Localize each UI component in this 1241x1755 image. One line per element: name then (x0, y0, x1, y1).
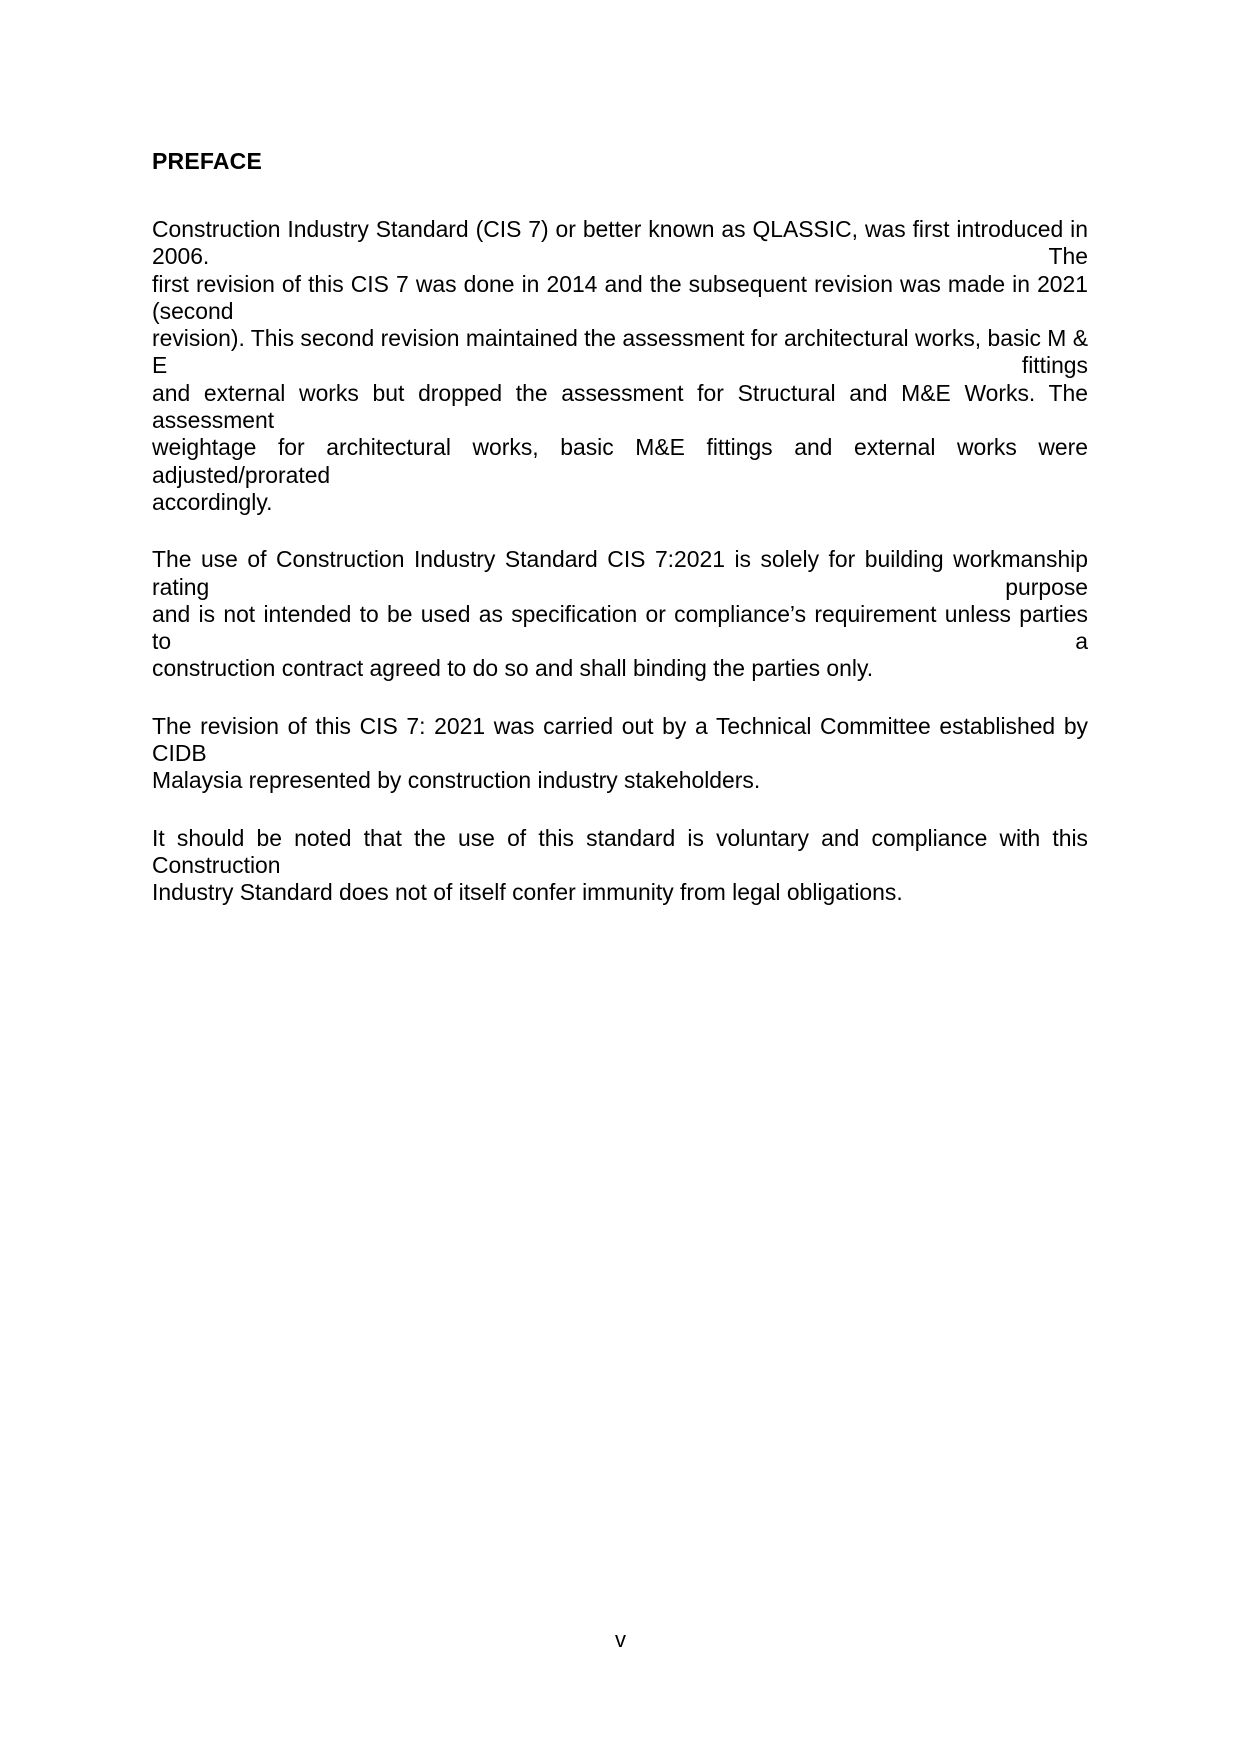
text-line: construction contract agreed to do so and shall binding the parties only. (152, 655, 874, 682)
preface-paragraph-2 (152, 546, 1088, 682)
preface-paragraph-4 (152, 825, 1088, 907)
text-line: The use of Construction Industry Standard CIS 7:2021 is solely for building workmanship rating purpose (152, 546, 1088, 600)
text-line: Industry Standard does not of itself confer immunity from legal obligations. (152, 879, 903, 906)
text-line: and external works but dropped the assessment for Structural and M&E Works. The assessment (152, 379, 1088, 434)
text-line: It should be noted that the use of this standard is voluntary and compliance with this Construction (152, 824, 1088, 878)
page-number: v (615, 1627, 626, 1652)
text-line: first revision of this CIS 7 was done in 2014 and the subsequent revision was made in 2021 (second (152, 270, 1088, 324)
text-line: Malaysia represented by construction industry stakeholders. (152, 767, 761, 794)
text-line: weightage for architectural works, basic M&E fittings and external works were adjusted/prorated (152, 434, 1088, 488)
text-line: revision). This second revision maintained the assessment for architectural works, basic M & E fittings (152, 325, 1088, 379)
text-line: Construction Industry Standard (CIS 7) or better known as QLASSIC, was first introduced in 2006. The (152, 216, 1088, 270)
text-line: accordingly. (152, 488, 273, 515)
preface-paragraph-1 (152, 216, 1088, 516)
page-content (152, 148, 1088, 937)
text-line: The revision of this CIS 7: 2021 was carried out by a Technical Committee established by CIDB (152, 712, 1088, 767)
text-line: and is not intended to be used as specification or compliance’s requirement unless parties to a (152, 600, 1088, 655)
page-heading: PREFACE (152, 148, 263, 174)
preface-paragraph-3 (152, 713, 1088, 795)
